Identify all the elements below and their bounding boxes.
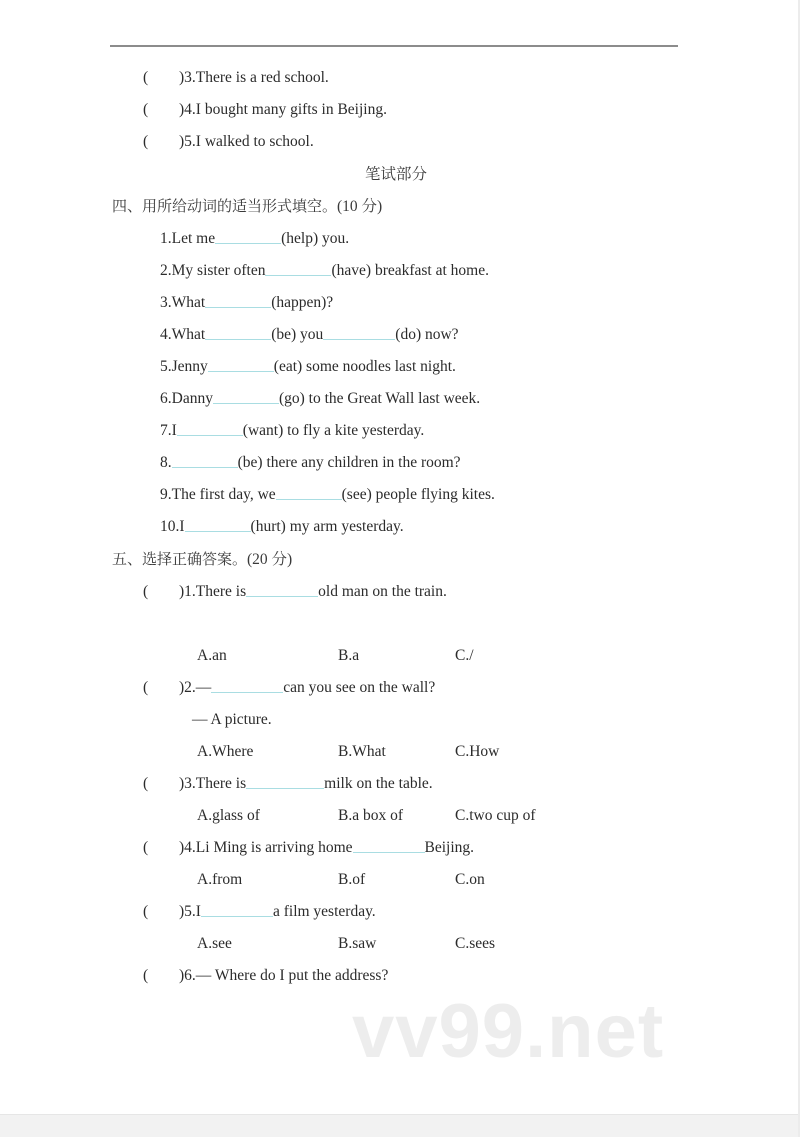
answer-bracket-open[interactable]: ( <box>143 967 149 984</box>
choice-question-stem <box>0 960 800 992</box>
answer-blank[interactable] <box>205 324 271 340</box>
item-number: 7. <box>160 422 172 439</box>
section-four-heading-text: 四、用所给动词的适当形式填空。 <box>112 197 338 215</box>
answer-bracket-close: ) <box>179 775 185 792</box>
answer-blank[interactable] <box>208 356 274 372</box>
item-text-after: (hurt) my arm yesterday. <box>250 518 404 535</box>
item-text-before: What <box>171 326 206 343</box>
option-a[interactable]: A.see <box>197 935 232 952</box>
choice-question-stem <box>0 768 800 800</box>
item-number: 1. <box>160 230 172 247</box>
header-divider-rule <box>110 45 678 47</box>
stem-text-after: a film yesterday. <box>272 903 376 920</box>
section-four-score: (10 分) <box>337 198 383 215</box>
option-b[interactable]: B.a <box>338 647 360 664</box>
item-number: 4. <box>160 326 172 343</box>
choice-question-answer-line: — A picture. <box>192 711 272 728</box>
written-part-heading: 笔试部分 <box>364 165 427 183</box>
item-number: 8. <box>160 454 172 471</box>
choice-question-stem <box>0 576 800 608</box>
section-five-score: (20 分) <box>247 551 293 568</box>
item-number: 10. <box>160 518 180 535</box>
choice-question-stem <box>0 672 800 704</box>
answer-bracket-open[interactable]: ( <box>143 679 149 696</box>
item-text-after: (have) breakfast at home. <box>331 262 489 279</box>
item-text-after: (go) to the Great Wall last week. <box>278 390 481 407</box>
answer-blank[interactable] <box>265 260 331 276</box>
item-text-after: (happen)? <box>271 294 334 311</box>
item-number: 5. <box>160 358 172 375</box>
item-text-before: What <box>171 294 206 311</box>
item-text-after: (be) there any children in the room? <box>237 454 461 471</box>
fill-blank-item <box>0 255 800 287</box>
page-bottom-band <box>0 1114 798 1137</box>
option-c[interactable]: C.on <box>455 871 485 888</box>
item-number: 2. <box>160 262 172 279</box>
option-b[interactable]: B.What <box>338 743 386 760</box>
answer-blank[interactable] <box>177 420 243 436</box>
stem-text-before: Li Ming is arriving home <box>195 839 353 856</box>
option-b[interactable]: B.of <box>338 871 366 888</box>
answer-blank[interactable] <box>201 901 273 917</box>
section-four-heading <box>0 190 800 223</box>
fill-blank-item <box>0 319 800 351</box>
item-number: 5. <box>184 903 196 920</box>
answer-bracket-open[interactable]: ( <box>143 133 149 150</box>
blank-spacer <box>0 608 800 640</box>
stem-text-after: Beijing. <box>424 839 475 856</box>
answer-blank[interactable] <box>215 228 281 244</box>
section-five-heading-text: 五、选择正确答案。 <box>112 550 248 568</box>
answer-bracket-open[interactable]: ( <box>143 101 149 118</box>
answer-bracket-close: ) <box>179 69 185 86</box>
item-text-before: I <box>179 518 185 535</box>
fill-blank-item <box>0 415 800 447</box>
answer-blank[interactable] <box>353 837 425 853</box>
fill-blank-item <box>0 479 800 511</box>
item-text-after: (eat) some noodles last night. <box>273 358 456 375</box>
stem-text-after: milk on the table. <box>324 775 433 792</box>
choice-question-stem <box>0 832 800 864</box>
answer-blank[interactable] <box>211 677 283 693</box>
item-text-before: Danny <box>171 390 213 407</box>
choice-options-row <box>0 640 800 672</box>
stem-text-before: There is <box>195 775 247 792</box>
item-text-after: (want) to fly a kite yesterday. <box>242 422 425 439</box>
item-number: 9. <box>160 486 172 503</box>
option-b[interactable]: B.a box of <box>338 807 404 824</box>
judge-item-row <box>0 94 800 126</box>
judge-item-text: 5.I walked to school. <box>184 133 314 150</box>
item-number: 4. <box>184 839 196 856</box>
fill-blank-item <box>0 383 800 415</box>
option-b[interactable]: B.saw <box>338 935 377 952</box>
stem-text-before: I <box>195 903 201 920</box>
section-five-heading <box>0 543 800 576</box>
item-text-after: (help) you. <box>281 230 350 247</box>
judge-item-row <box>0 62 800 94</box>
item-number: 3. <box>184 775 196 792</box>
answer-bracket-open[interactable]: ( <box>143 775 149 792</box>
answer-bracket-close: ) <box>179 679 185 696</box>
answer-bracket-open[interactable]: ( <box>143 839 149 856</box>
judge-item-text: 3.There is a red school. <box>184 69 329 86</box>
answer-bracket-close: ) <box>179 839 185 856</box>
option-c[interactable]: C./ <box>455 647 474 664</box>
answer-blank[interactable] <box>246 773 324 789</box>
answer-bracket-open[interactable]: ( <box>143 69 149 86</box>
answer-blank[interactable] <box>246 581 318 597</box>
choice-question-stem <box>0 896 800 928</box>
item-text-before: I <box>171 422 177 439</box>
fill-blank-item <box>0 447 800 479</box>
option-a[interactable]: A.from <box>197 871 243 888</box>
fill-blank-item <box>0 511 800 543</box>
answer-blank[interactable] <box>172 452 238 468</box>
item-text-after: (do) now? <box>395 326 459 343</box>
answer-bracket-open[interactable]: ( <box>143 903 149 920</box>
choice-options-row <box>0 928 800 960</box>
item-text-mid: (be) you <box>271 326 324 343</box>
stem-text-after: can you see on the wall? <box>283 679 436 696</box>
answer-bracket-open[interactable]: ( <box>143 583 149 600</box>
option-c[interactable]: C.sees <box>455 935 496 952</box>
answer-blank[interactable] <box>185 516 251 532</box>
answer-bracket-close: ) <box>179 101 185 118</box>
item-number: 1. <box>184 583 196 600</box>
answer-blank-second[interactable] <box>323 324 395 340</box>
item-text-before: Let me <box>171 230 216 247</box>
answer-bracket-close: ) <box>179 133 185 150</box>
choice-options-row <box>0 864 800 896</box>
option-a[interactable]: A.an <box>197 647 227 664</box>
answer-bracket-close: ) <box>179 967 185 984</box>
item-text-before: Jenny <box>171 358 208 375</box>
answer-blank[interactable] <box>205 292 271 308</box>
option-a[interactable]: A.glass of <box>197 807 260 824</box>
item-number: 6. <box>184 967 196 984</box>
item-text-after: (see) people flying kites. <box>341 486 495 503</box>
item-number: 3. <box>160 294 172 311</box>
site-watermark: vv99.net <box>352 989 665 1074</box>
judge-item-row <box>0 126 800 158</box>
answer-bracket-close: ) <box>179 583 185 600</box>
document-body <box>0 62 800 992</box>
option-c[interactable]: C.two cup of <box>455 807 536 824</box>
fill-blank-item <box>0 287 800 319</box>
fill-blank-item <box>0 351 800 383</box>
judge-item-text: 4.I bought many gifts in Beijing. <box>184 101 387 118</box>
choice-options-row <box>0 736 800 768</box>
answer-blank[interactable] <box>276 484 342 500</box>
answer-blank[interactable] <box>213 388 279 404</box>
item-text-before: My sister often <box>171 262 266 279</box>
answer-bracket-close: ) <box>179 903 185 920</box>
item-number: 2. <box>184 679 196 696</box>
item-text-before: The first day, we <box>171 486 276 503</box>
stem-text-before: — <box>195 679 212 696</box>
fill-blank-item <box>0 223 800 255</box>
stem-text: — Where do I put the address? <box>195 967 389 984</box>
stem-text-after: old man on the train. <box>318 583 447 600</box>
choice-options-row <box>0 800 800 832</box>
option-c[interactable]: C.How <box>455 743 500 760</box>
option-a[interactable]: A.Where <box>197 743 254 760</box>
item-number: 6. <box>160 390 172 407</box>
stem-text-before: There is <box>195 583 247 600</box>
